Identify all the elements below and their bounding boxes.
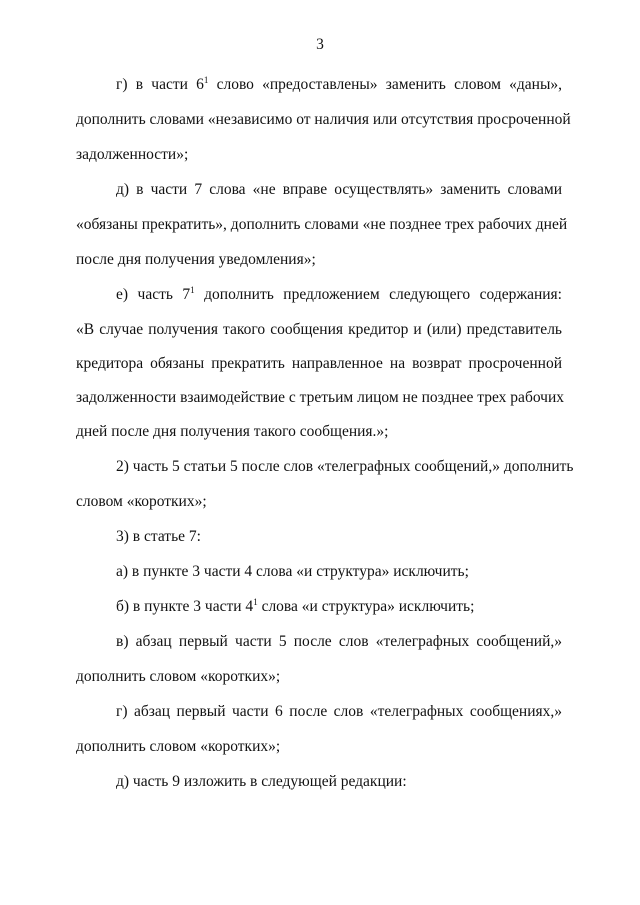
- item-2-line-2: словом «коротких»;: [76, 493, 207, 510]
- paragraph-e-line-3: кредитора обязаны прекратить направленное на возврат просроченной: [76, 355, 562, 372]
- item-2-line-1: 2) часть 5 статьи 5 после слов «телеграфных сообщений,» дополнить: [116, 458, 574, 475]
- item-3v-line-2: дополнить словом «коротких»;: [76, 668, 281, 685]
- paragraph-e-line-1: е) часть $7^1$ дополнить предложением следующего содержания:: [116, 285, 562, 303]
- item-3b-line-1: б) в пункте 3 части $4^1$ слова «и структура» исключить;: [116, 597, 475, 615]
- paragraph-d-line-1: д) в части 7 слова «не вправе осуществлять» заменить словами: [116, 181, 562, 198]
- item-3g-line-1: г) абзац первый части 6 после слов «телеграфных сообщениях,»: [116, 703, 562, 720]
- paragraph-g-line-1: г) в части $6^1$ слово «предоставлены» заменить словом «даны»,: [116, 75, 563, 93]
- paragraph-e-line-2: «В случае получения такого сообщения кредитор и (или) представитель: [76, 321, 562, 338]
- item-3d-line-1: д) часть 9 изложить в следующей редакции:: [116, 773, 407, 790]
- paragraph-d-line-3: после дня получения уведомления»;: [76, 251, 316, 268]
- paragraph-e-line-4: задолженности взаимодействие с третьим лицом не позднее трех рабочих: [76, 389, 565, 406]
- paragraph-e-line-5: дней после дня получения такого сообщения.»;: [76, 423, 389, 440]
- paragraph-d-line-2: «обязаны прекратить», дополнить словами «не позднее трех рабочих дней: [76, 216, 568, 233]
- paragraph-g-line-3: задолженности»;: [76, 146, 189, 163]
- page-number: 3: [316, 36, 324, 53]
- paragraph-g-line-2: дополнить словами «независимо от наличия или отсутствия просроченной: [76, 111, 571, 128]
- item-3g-line-2: дополнить словом «коротких»;: [76, 738, 281, 755]
- item-3v-line-1: в) абзац первый части 5 после слов «телеграфных сообщений,»: [116, 633, 562, 650]
- item-3a-line-1: а) в пункте 3 части 4 слова «и структура» исключить;: [116, 563, 469, 580]
- item-3-line-1: 3) в статье 7:: [116, 528, 201, 545]
